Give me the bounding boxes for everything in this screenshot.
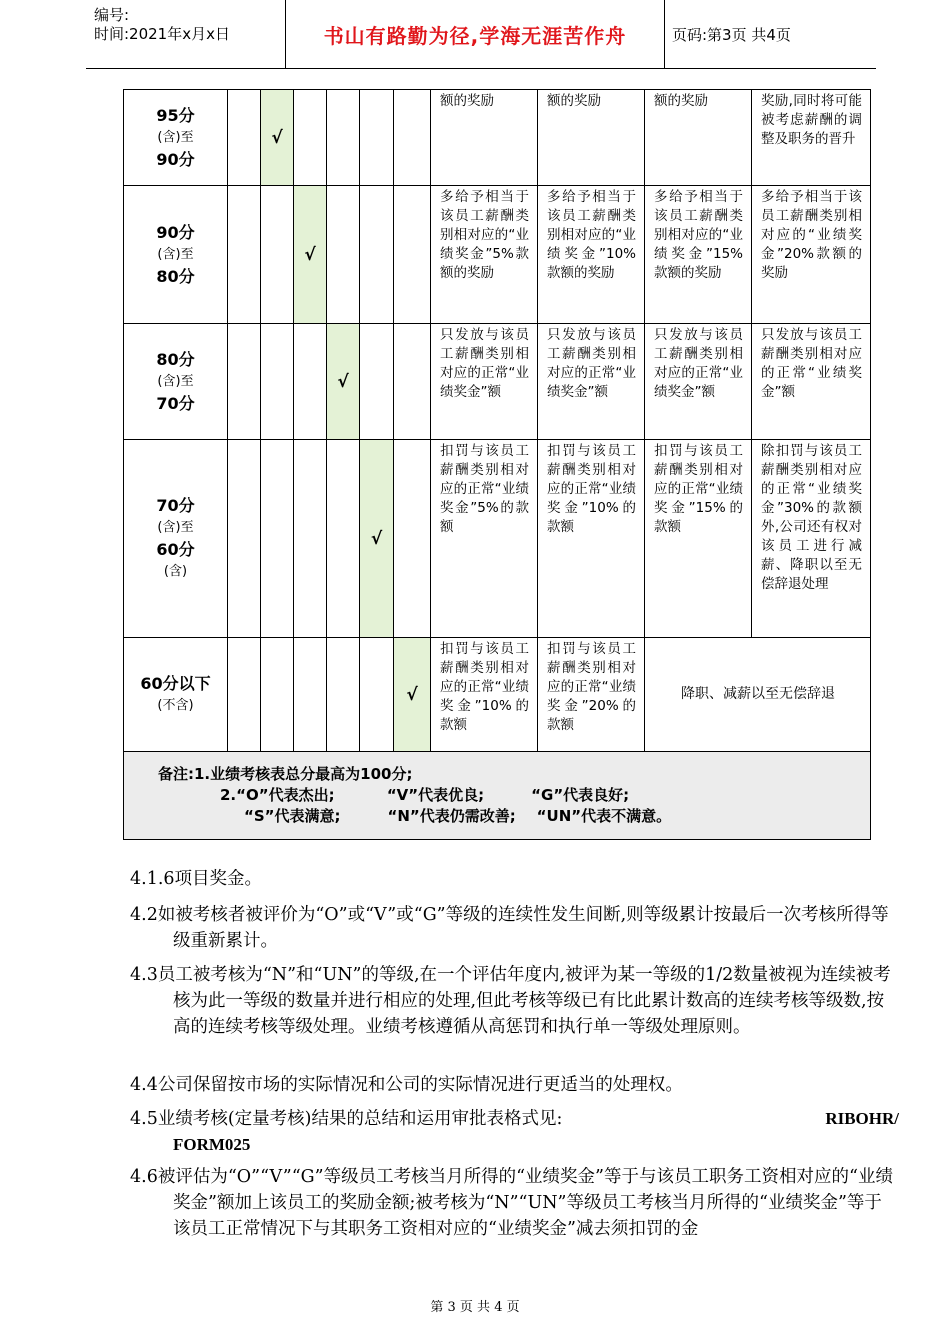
header-left: [94, 6, 230, 44]
check-cell: [360, 186, 394, 324]
score-cell: 70分 (含)至 60分 (含): [124, 440, 228, 638]
date-label: 时间:2021年x月x日: [94, 25, 230, 43]
check-cell: [394, 440, 431, 638]
desc-cell: 额的奖励: [538, 90, 645, 186]
note-line: 2.“O”代表杰出; “V”代表优良; “G”代表良好;: [220, 786, 630, 804]
check-mark: √: [304, 244, 316, 265]
check-cell: [360, 440, 394, 638]
check-mark: √: [337, 371, 349, 392]
desc-cell: 多给予相当于该员工薪酬类别相对应的“业绩奖金”20%款额的奖励: [752, 186, 871, 324]
note-line: 备注:1.业绩考核表总分最高为100分;: [158, 765, 413, 783]
note-line: “S”代表满意; “N”代表仍需改善; “UN”代表不满意。: [244, 807, 672, 825]
paragraph-4-2: 4.2如被考核者被评价为“O”或“V”或“G”等级的连续性发生间断,则等级累计按最后一次考核所得等级重新累计。: [130, 905, 889, 951]
check-cell: [327, 324, 360, 440]
check-cell: [294, 324, 327, 440]
form-ref-part2: FORM025: [173, 1135, 251, 1154]
form-ref-part1: RIBOHR/: [825, 1109, 899, 1128]
desc-cell: 多给予相当于该员工薪酬类别相对应的“业绩奖金”15%款额的奖励: [645, 186, 752, 324]
desc-cell: 除扣罚与该员工薪酬类别相对应的正常“业绩奖金”30%的款额外,公司还有权对该员工进行减薪、降职以至无偿辞退处理: [752, 440, 871, 638]
check-cell: [394, 324, 431, 440]
check-cell: [327, 186, 360, 324]
doc-number-label: 编号:: [94, 6, 130, 24]
paragraph-4-1-6: 4.1.6项目奖金。: [130, 869, 263, 889]
check-cell: [360, 638, 394, 752]
score-cell: 95分 (含)至 90分: [124, 90, 228, 186]
check-cell: [228, 186, 261, 324]
check-cell: [394, 186, 431, 324]
evaluation-table: [123, 89, 871, 840]
table-row: [124, 440, 871, 638]
desc-cell: 奖励,同时将可能被考虑薪酬的调整及职务的晋升: [752, 90, 871, 186]
desc-cell: 只发放与该员工薪酬类别相对应的正常“业绩奖金”额: [645, 324, 752, 440]
note-row: [124, 752, 871, 840]
check-cell: [261, 324, 294, 440]
check-cell: [394, 90, 431, 186]
score-cell: 80分 (含)至 70分: [124, 324, 228, 440]
merged-desc-cell: 降职、减薪以至无偿辞退: [645, 638, 871, 752]
table-row: [124, 186, 871, 324]
check-cell: [228, 638, 261, 752]
score-cell: 60分以下 (不含): [124, 638, 228, 752]
page-footer: 第 3 页 共 4 页: [430, 1300, 520, 1315]
header-page-info: 页码:第3页 共4页: [672, 26, 791, 44]
table-row: [124, 90, 871, 186]
paragraph-4-3: 4.3员工被考核为“N”和“UN”的等级,在一个评估年度内,被评为某一等级的1/2数量被视为连续被考核为此一等级的数量并进行相应的处理,但此考核等级已有比此累计数高的连续考核等级数,按高的连续考核等级处理。业绩考核遵循从高惩罚和执行单一等级处理原则。: [130, 965, 891, 1037]
check-cell: [360, 90, 394, 186]
check-cell: [394, 638, 431, 752]
page-header: [86, 0, 876, 69]
paragraph-4-4: 4.4公司保留按市场的实际情况和公司的实际情况进行更适当的处理权。: [130, 1075, 683, 1095]
check-cell: [294, 186, 327, 324]
check-mark: √: [271, 127, 283, 148]
desc-cell: 只发放与该员工薪酬类别相对应的正常“业绩奖金”额: [538, 324, 645, 440]
desc-cell: 多给予相当于该员工薪酬类别相对应的“业绩奖金”10%款额的奖励: [538, 186, 645, 324]
check-cell: [228, 440, 261, 638]
check-mark: √: [406, 684, 418, 705]
check-cell: [327, 90, 360, 186]
check-cell: [228, 90, 261, 186]
check-cell: [261, 638, 294, 752]
check-cell: [327, 638, 360, 752]
desc-cell: 多给予相当于该员工薪酬类别相对应的“业绩奖金”5%款额的奖励: [431, 186, 538, 324]
check-cell: [294, 638, 327, 752]
check-cell: [228, 324, 261, 440]
desc-cell: 扣罚与该员工薪酬类别相对应的正常“业绩奖金”10%的款额: [538, 440, 645, 638]
desc-cell: 扣罚与该员工薪酬类别相对应的正常“业绩奖金”5%的款额: [431, 440, 538, 638]
desc-cell: 额的奖励: [431, 90, 538, 186]
score-cell: 90分 (含)至 80分: [124, 186, 228, 324]
check-cell: [360, 324, 394, 440]
check-cell: [261, 186, 294, 324]
desc-cell: 扣罚与该员工薪酬类别相对应的正常“业绩奖金”15%的款额: [645, 440, 752, 638]
check-cell: [327, 440, 360, 638]
desc-cell: 只发放与该员工薪酬类别相对应的正常“业绩奖金”额: [431, 324, 538, 440]
table-row: [124, 324, 871, 440]
check-cell: [261, 90, 294, 186]
check-cell: [294, 440, 327, 638]
desc-cell: 扣罚与该员工薪酬类别相对应的正常“业绩奖金”10%的款额: [431, 638, 538, 752]
check-mark: √: [370, 528, 383, 549]
check-cell: [261, 440, 294, 638]
paragraph-4-6: 4.6被评估为“O”“V”“G”等级员工考核当月所得的“业绩奖金”等于与该员工职务工资相对应的“业绩奖金”额加上该员工的奖励金额;被考核为“N”“UN”等级员工考核当月所得的“业绩奖金”等于该员工正常情况下与其职务工资相对应的“业绩奖金”减去须扣罚的金: [130, 1167, 893, 1239]
header-motto: 书山有路勤为径,学海无涯苦作舟: [285, 0, 665, 68]
desc-cell: 只发放与该员工薪酬类别相对应的正常“业绩奖金”额: [752, 324, 871, 440]
desc-cell: 额的奖励: [645, 90, 752, 186]
check-cell: [294, 90, 327, 186]
desc-cell: 扣罚与该员工薪酬类别相对应的正常“业绩奖金”20%的款额: [538, 638, 645, 752]
note-cell: [124, 752, 871, 840]
paragraph-4-5-text: 4.5业绩考核(定量考核)结果的总结和运用审批表格式见:: [130, 1109, 563, 1129]
paragraph-4-5: [130, 1106, 899, 1158]
table-row: [124, 638, 871, 752]
